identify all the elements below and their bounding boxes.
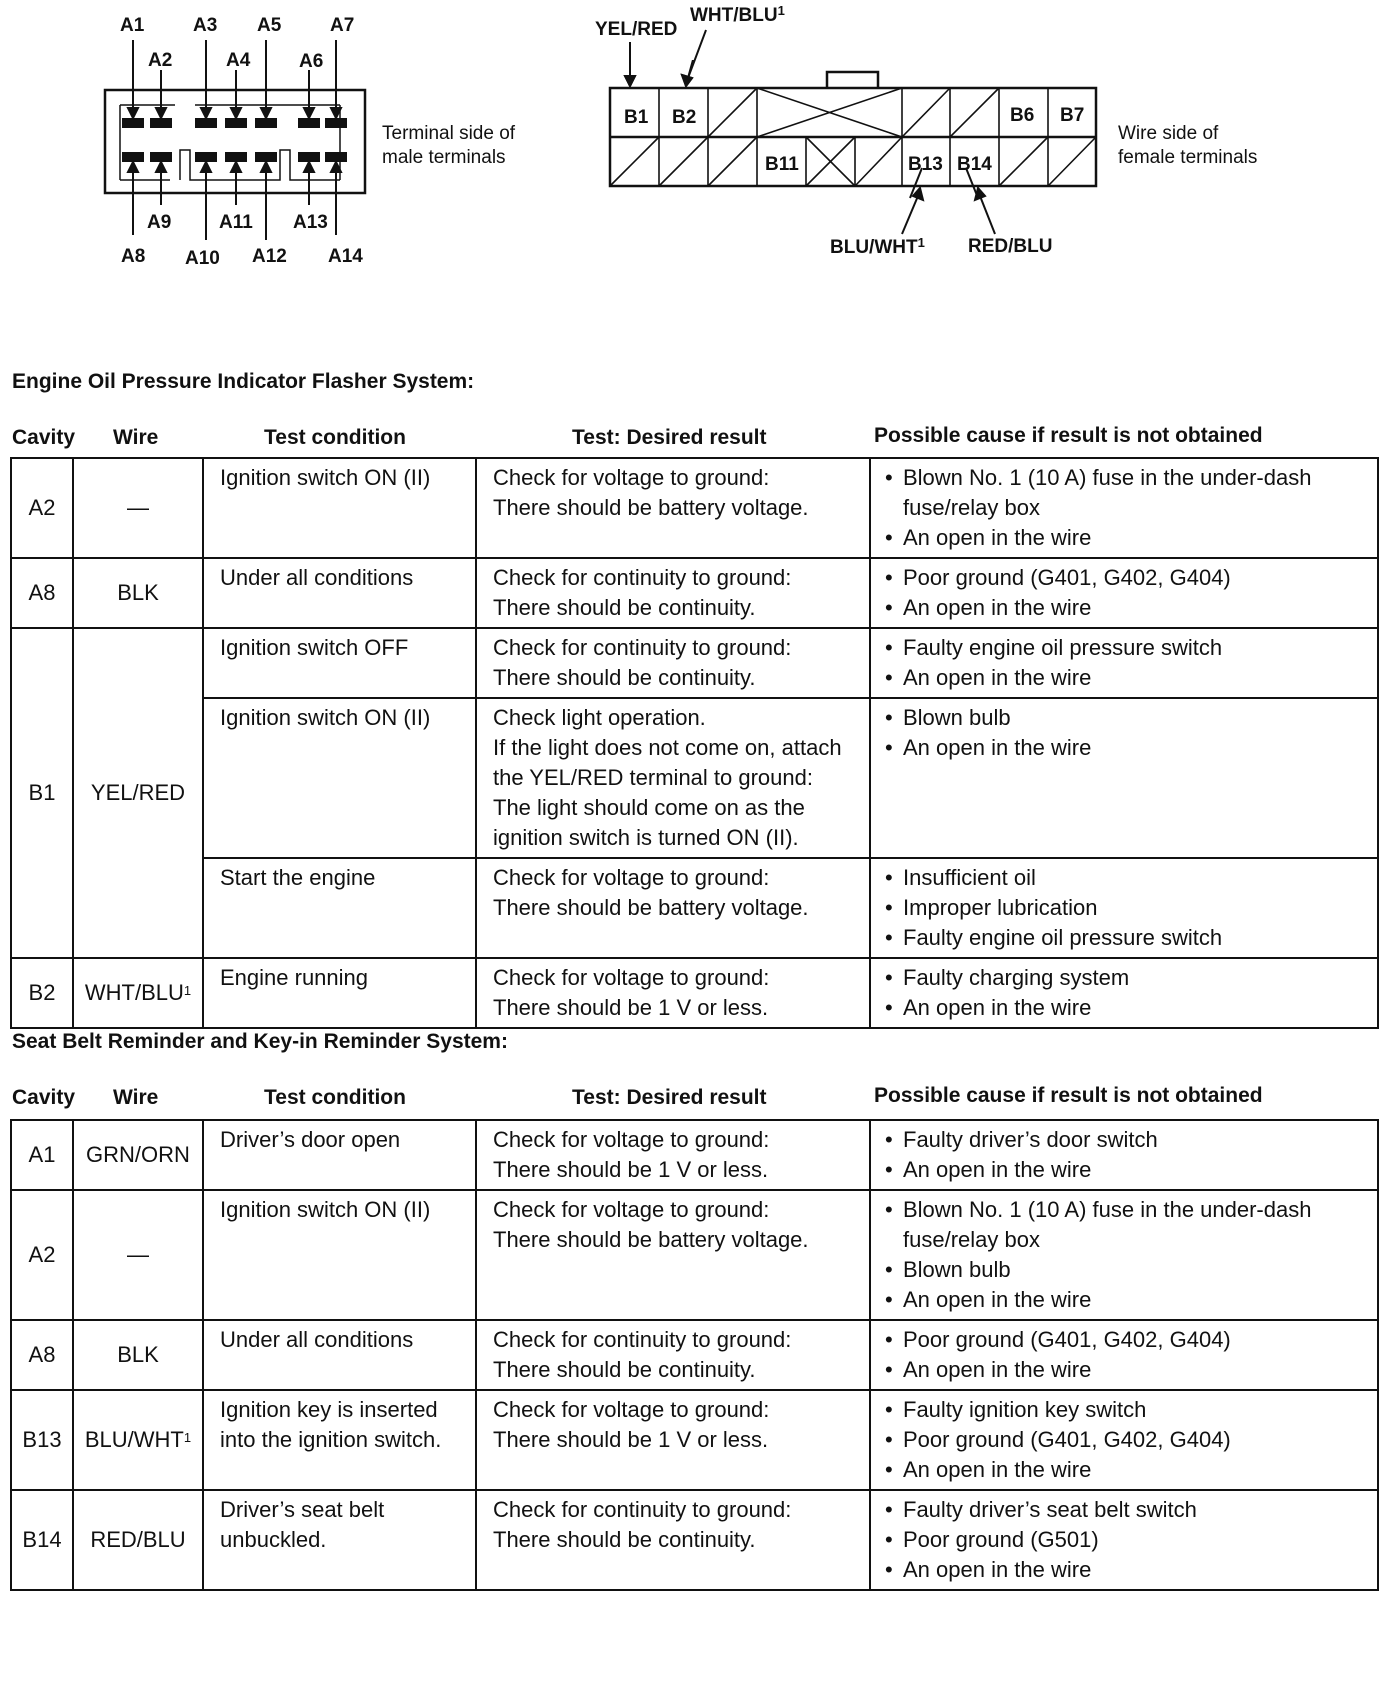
pin-label-a11: A11	[219, 212, 253, 233]
table-row	[11, 1190, 1378, 1320]
wire-footnote: 1	[183, 983, 192, 998]
wire-label: BLU/WHT	[84, 1427, 184, 1452]
cell-label-b6: B6	[1010, 105, 1035, 126]
wire-label: GRN/ORN	[86, 1142, 190, 1167]
result-line: Check for voltage to ground:	[493, 1197, 770, 1222]
cause-item: • Poor ground (G401, G402, G404)	[883, 1325, 1369, 1355]
condition-cell: Engine running	[203, 958, 476, 1028]
cause-item: • An open in the wire	[883, 663, 1369, 693]
cause-list	[883, 1395, 1369, 1485]
cause-item: • Blown No. 1 (10 A) fuse in the under-dash fuse/relay box	[883, 1195, 1369, 1255]
wire-cell	[73, 628, 203, 958]
cause-list	[883, 1495, 1369, 1585]
result-cell	[476, 858, 870, 958]
cell-label-b11: B11	[765, 154, 799, 175]
wire-cell	[73, 1190, 203, 1320]
result-line: Check for continuity to ground:	[493, 565, 792, 590]
cause-item: • An open in the wire	[883, 1155, 1369, 1185]
table-row	[11, 558, 1378, 628]
result-cell	[476, 958, 870, 1028]
cause-list	[883, 1125, 1369, 1185]
result-line: There should be battery voltage.	[493, 1227, 809, 1252]
wire-label: —	[127, 1242, 149, 1267]
result-cell	[476, 698, 870, 858]
cause-item: • Faulty charging system	[883, 963, 1369, 993]
table-row	[11, 628, 1378, 698]
cause-item: • An open in the wire	[883, 993, 1369, 1023]
result-line: There should be continuity.	[493, 665, 756, 690]
pin-label-a7: A7	[330, 15, 355, 36]
pin-label-a10: A10	[185, 248, 220, 269]
cavity-cell: A2	[11, 1190, 73, 1320]
result-line: There should be 1 V or less.	[493, 1427, 769, 1452]
cause-list	[883, 1325, 1369, 1385]
result-line: There should be 1 V or less.	[493, 1157, 769, 1182]
cause-item: • An open in the wire	[883, 1285, 1369, 1315]
result-line: Check for continuity to ground:	[493, 635, 792, 660]
cavity-cell: B2	[11, 958, 73, 1028]
cause-list	[883, 1195, 1369, 1315]
result-line: Check for continuity to ground:	[493, 1497, 792, 1522]
column-header-result: Test: Desired result	[572, 426, 767, 449]
condition-cell: Ignition switch ON (II)	[203, 1190, 476, 1320]
wire-label: —	[127, 495, 149, 520]
table-row	[11, 1490, 1378, 1590]
connector-a-drawing	[100, 40, 400, 280]
cause-item: • An open in the wire	[883, 1455, 1369, 1485]
table-row	[11, 458, 1378, 558]
pin-label-a2: A2	[148, 50, 173, 71]
wire-label: BLK	[117, 1342, 159, 1367]
wire-cell	[73, 1390, 203, 1490]
pin-label-a6: A6	[299, 51, 324, 72]
pin-label-a8: A8	[121, 246, 146, 267]
result-line: ignition switch is turned ON (II).	[493, 825, 799, 850]
result-line: Check for voltage to ground:	[493, 465, 770, 490]
result-cell	[476, 558, 870, 628]
section2-table	[10, 1119, 1379, 1591]
condition-cell: Under all conditions	[203, 1320, 476, 1390]
wire-label: RED/BLU	[90, 1527, 186, 1552]
connector-a-caption: Terminal side of male terminals	[382, 123, 516, 168]
pin-label-a4: A4	[226, 50, 251, 71]
cause-item: • Poor ground (G501)	[883, 1525, 1369, 1555]
pin-label-a3: A3	[193, 15, 218, 36]
condition-cell: Ignition switch OFF	[203, 628, 476, 698]
result-line: There should be continuity.	[493, 1527, 756, 1552]
result-cell	[476, 1120, 870, 1190]
cause-list	[883, 963, 1369, 1023]
cause-item: • Faulty driver’s seat belt switch	[883, 1495, 1369, 1525]
cause-cell	[870, 628, 1378, 698]
cause-item: • Blown No. 1 (10 A) fuse in the under-dash fuse/relay box	[883, 463, 1369, 523]
wire-label-blu-wht: BLU/WHT$^1$	[830, 235, 925, 258]
cause-item: • An open in the wire	[883, 733, 1369, 763]
cavity-cell: B14	[11, 1490, 73, 1590]
result-cell	[476, 1390, 870, 1490]
result-line: There should be continuity.	[493, 595, 756, 620]
pin-label-a5: A5	[257, 15, 282, 36]
cause-list	[883, 463, 1369, 553]
cause-cell	[870, 458, 1378, 558]
column-header-condition: Test condition	[264, 1086, 406, 1109]
table-row	[11, 1320, 1378, 1390]
result-cell	[476, 458, 870, 558]
cause-cell	[870, 1390, 1378, 1490]
cause-list	[883, 863, 1369, 953]
wire-label: YEL/RED	[90, 780, 186, 805]
result-line: There should be battery voltage.	[493, 895, 809, 920]
wire-cell	[73, 558, 203, 628]
wire-cell	[73, 458, 203, 558]
cell-label-b2: B2	[672, 107, 697, 128]
cause-item: • Faulty engine oil pressure switch	[883, 633, 1369, 663]
cause-item: • Faulty ignition key switch	[883, 1395, 1369, 1425]
column-header-cavity: Cavity	[12, 1086, 76, 1109]
result-line: If the light does not come on, attach	[493, 735, 842, 760]
column-header-wire: Wire	[113, 426, 159, 449]
table-row	[11, 858, 1378, 958]
cavity-cell: B1	[11, 628, 73, 958]
wire-cell	[73, 1490, 203, 1590]
wire-label-yel-red: YEL/RED	[595, 19, 678, 40]
cause-list	[883, 633, 1369, 693]
cause-cell	[870, 858, 1378, 958]
table-row	[11, 1120, 1378, 1190]
cause-cell	[870, 1190, 1378, 1320]
table-row	[11, 958, 1378, 1028]
column-header-result: Test: Desired result	[572, 1086, 767, 1109]
cause-item: • An open in the wire	[883, 593, 1369, 623]
cause-cell	[870, 1490, 1378, 1590]
pin-label-a13: A13	[293, 212, 328, 233]
result-line: There should be battery voltage.	[493, 495, 809, 520]
cavity-cell: A2	[11, 458, 73, 558]
cavity-cell: A8	[11, 558, 73, 628]
condition-cell: Ignition key is inserted into the ignition switch.	[203, 1390, 476, 1490]
wire-label: BLK	[117, 580, 159, 605]
cell-label-b7: B7	[1060, 105, 1085, 126]
section1-table	[10, 457, 1379, 1029]
pin-label-a14: A14	[328, 246, 363, 267]
result-line: There should be 1 V or less.	[493, 995, 769, 1020]
cell-label-b1: B1	[624, 107, 649, 128]
pin-label-a9: A9	[147, 212, 172, 233]
result-cell	[476, 628, 870, 698]
cause-item: • An open in the wire	[883, 523, 1369, 553]
cause-item: • Improper lubrication	[883, 893, 1369, 923]
pin-label-a12: A12	[252, 246, 287, 267]
cell-label-b14: B14	[957, 154, 992, 175]
table-row	[11, 698, 1378, 858]
column-header-cavity: Cavity	[12, 426, 76, 449]
column-header-condition: Test condition	[264, 426, 406, 449]
cause-list	[883, 563, 1369, 623]
wire-cell	[73, 958, 203, 1028]
cause-item: • Poor ground (G401, G402, G404)	[883, 563, 1369, 593]
cause-cell	[870, 1320, 1378, 1390]
cause-item: • An open in the wire	[883, 1555, 1369, 1585]
cause-item: • Poor ground (G401, G402, G404)	[883, 1425, 1369, 1455]
result-cell	[476, 1490, 870, 1590]
wire-cell	[73, 1320, 203, 1390]
condition-cell: Driver’s door open	[203, 1120, 476, 1190]
result-line: The light should come on as the	[493, 795, 805, 820]
column-header-wire: Wire	[113, 1086, 159, 1109]
cause-cell	[870, 698, 1378, 858]
result-line: Check for voltage to ground:	[493, 965, 770, 990]
pin-label-a1: A1	[120, 15, 145, 36]
condition-cell: Ignition switch ON (II)	[203, 698, 476, 858]
wire-label-wht-blu: WHT/BLU$^1$	[690, 3, 785, 26]
connector-b-caption: Wire side of female terminals	[1118, 123, 1258, 168]
result-cell	[476, 1190, 870, 1320]
section1-title: Engine Oil Pressure Indicator Flasher System:	[12, 370, 475, 393]
wire-label: WHT/BLU	[84, 980, 184, 1005]
condition-cell: Ignition switch ON (II)	[203, 458, 476, 558]
wire-label-red-blu: RED/BLU	[968, 236, 1053, 257]
result-line: Check light operation.	[493, 705, 706, 730]
result-line: Check for voltage to ground:	[493, 865, 770, 890]
cause-item: • Blown bulb	[883, 703, 1369, 733]
cause-cell	[870, 558, 1378, 628]
result-line: Check for voltage to ground:	[493, 1127, 770, 1152]
cause-item: • Blown bulb	[883, 1255, 1369, 1285]
cavity-cell: B13	[11, 1390, 73, 1490]
cavity-cell: A1	[11, 1120, 73, 1190]
cavity-cell: A8	[11, 1320, 73, 1390]
result-line: the YEL/RED terminal to ground:	[493, 765, 813, 790]
section2-title: Seat Belt Reminder and Key-in Reminder System:	[12, 1030, 508, 1053]
cell-label-b13: B13	[908, 154, 943, 175]
result-line: There should be continuity.	[493, 1357, 756, 1382]
condition-cell: Driver’s seat belt unbuckled.	[203, 1490, 476, 1590]
result-cell	[476, 1320, 870, 1390]
table-row	[11, 1390, 1378, 1490]
cause-item: • An open in the wire	[883, 1355, 1369, 1385]
column-header-cause: Possible cause if result is not obtained	[874, 1084, 1263, 1107]
cause-item: • Faulty engine oil pressure switch	[883, 923, 1369, 953]
result-line: Check for voltage to ground:	[493, 1397, 770, 1422]
cause-cell	[870, 1120, 1378, 1190]
cause-item: • Faulty driver’s door switch	[883, 1125, 1369, 1155]
condition-cell: Start the engine	[203, 858, 476, 958]
result-line: Check for continuity to ground:	[493, 1327, 792, 1352]
wire-footnote: 1	[183, 1430, 192, 1445]
cause-item: • Insufficient oil	[883, 863, 1369, 893]
wire-cell	[73, 1120, 203, 1190]
column-header-cause: Possible cause if result is not obtained	[874, 424, 1263, 447]
cause-cell	[870, 958, 1378, 1028]
cause-list	[883, 703, 1369, 763]
condition-cell: Under all conditions	[203, 558, 476, 628]
